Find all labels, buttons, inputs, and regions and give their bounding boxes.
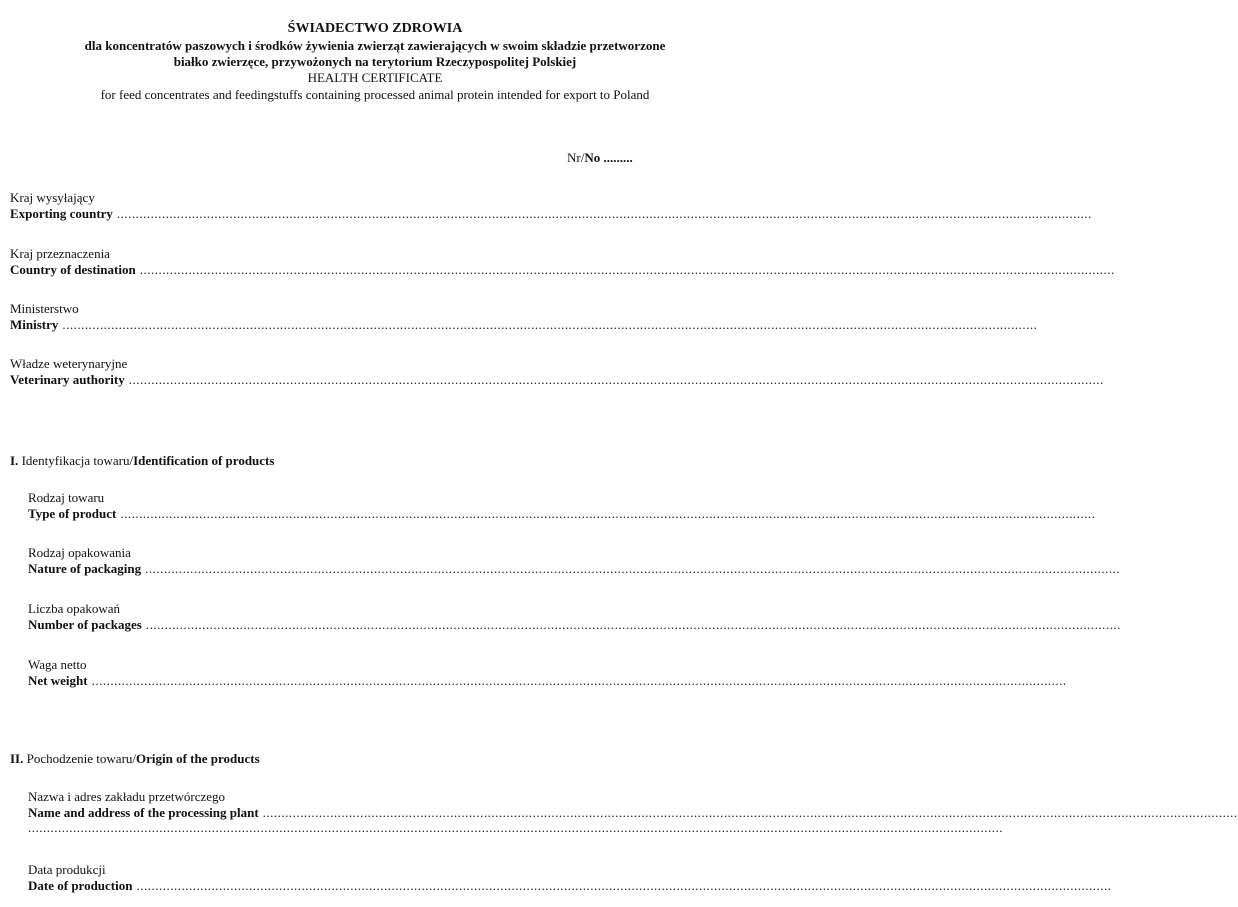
field-label-pl: Rodzaj towaru: [28, 490, 105, 505]
field-veterinary-authority: [10, 356, 1104, 387]
field-label-pl: Nazwa i adres zakładu przetwórczego: [28, 789, 226, 804]
field-processing-plant: [28, 789, 1238, 836]
section-identification-heading: [10, 453, 274, 469]
field-number-of-packages: [28, 601, 1121, 632]
field-label-en: Ministry: [10, 316, 59, 332]
field-net-weight: [28, 657, 1067, 688]
field-label-en: Net weight: [28, 672, 88, 688]
field-label-pl: Rodzaj opakowania: [28, 545, 131, 560]
fill-line-continued[interactable]: ....................................................................................................................................................................................................................................................................: [28, 820, 1003, 836]
section-title-en: Origin of the products: [136, 751, 260, 766]
section-title-pl: Pochodzenie towaru/: [26, 751, 137, 766]
field-label-pl: Kraj przeznaczenia: [10, 246, 110, 261]
field-label-en: Number of packages: [28, 616, 142, 632]
certificate-number: [567, 150, 633, 166]
section-number: II.: [10, 751, 24, 766]
field-label-pl: Data produkcji: [28, 862, 106, 877]
fill-line[interactable]: ....................................................................................................................................................................................................................................................................: [120, 505, 1096, 521]
title-en: HEALTH CERTIFICATE: [307, 70, 443, 85]
fill-line[interactable]: ....................................................................................................................................................................................................................................................................: [136, 877, 1112, 893]
field-label-en: Veterinary authority: [10, 371, 125, 387]
cert-number-label-pl: Nr: [567, 150, 581, 165]
field-label-en: Type of product: [28, 505, 117, 521]
fill-line[interactable]: ....................................................................................................................................................................................................................................................................: [116, 205, 1092, 221]
field-type-of-product: [28, 490, 1096, 521]
fill-line[interactable]: ....................................................................................................................................................................................................................................................................: [128, 371, 1104, 387]
section-number: I.: [10, 453, 19, 468]
cert-number-sep: /: [580, 150, 585, 165]
field-exporting-country: [10, 190, 1092, 221]
field-label-pl: Władze weterynaryjne: [10, 356, 128, 371]
fill-line[interactable]: ....................................................................................................................................................................................................................................................................: [62, 316, 1038, 332]
fill-line[interactable]: ....................................................................................................................................................................................................................................................................: [262, 804, 1238, 820]
field-ministry: [10, 301, 1038, 332]
field-label-pl: Kraj wysyłający: [10, 190, 95, 205]
field-label-pl: Waga netto: [28, 657, 87, 672]
field-date-of-production: [28, 862, 1112, 893]
cert-number-label-en: No: [584, 150, 601, 165]
fill-line[interactable]: ....................................................................................................................................................................................................................................................................: [145, 616, 1121, 632]
field-label-en: Name and address of the processing plant: [28, 804, 259, 820]
field-label-en: Date of production: [28, 877, 133, 893]
fill-line[interactable]: ....................................................................................................................................................................................................................................................................: [91, 672, 1067, 688]
title-pl: ŚWIADECTWO ZDROWIA: [287, 21, 463, 36]
subtitle-pl-line2: białko zwierzęce, przywożonych na terytorium Rzeczypospolitej Polskiej: [173, 54, 577, 69]
field-label-en: Nature of packaging: [28, 560, 142, 576]
cert-number-fill[interactable]: .........: [603, 150, 633, 165]
field-label-en: Exporting country: [10, 205, 113, 221]
subtitle-en: for feed concentrates and feedingstuffs containing processed animal protein intended for export to Poland: [100, 87, 650, 102]
section-title-pl: Identyfikacja towaru/: [21, 453, 134, 468]
field-nature-of-packaging: [28, 545, 1121, 576]
section-origin-heading: [10, 751, 260, 767]
field-country-of-destination: [10, 246, 1115, 277]
field-label-pl: Liczba opakowań: [28, 601, 121, 616]
fill-line[interactable]: ....................................................................................................................................................................................................................................................................: [139, 261, 1115, 277]
field-label-en: Country of destination: [10, 261, 136, 277]
subtitle-pl-line1: dla koncentratów paszowych i środków żywienia zwierząt zawierających w swoim składzie przetworzone: [84, 38, 666, 53]
fill-line[interactable]: ....................................................................................................................................................................................................................................................................: [145, 560, 1121, 576]
section-title-en: Identification of products: [133, 453, 275, 468]
field-label-pl: Ministerstwo: [10, 301, 79, 316]
